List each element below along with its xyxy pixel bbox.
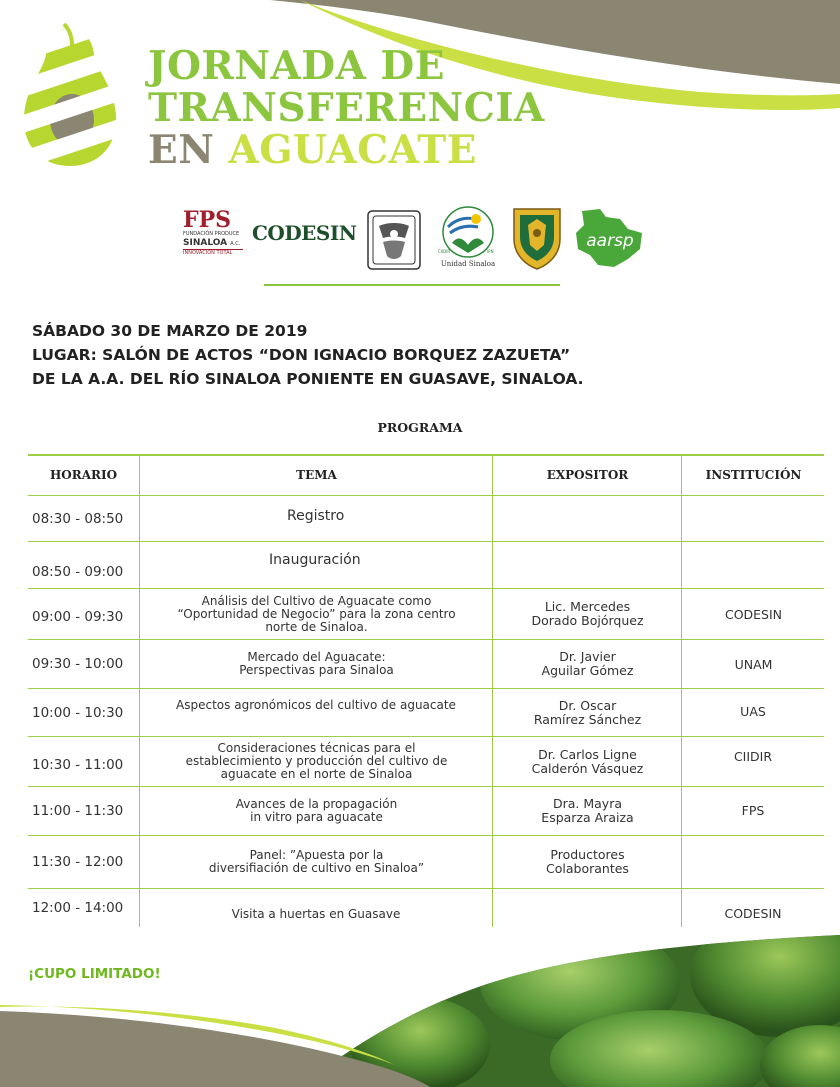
fps-logo-sub1: FUNDACIÓN PRODUCE	[183, 231, 240, 237]
row-topic-line: Avances de la propagación	[235, 797, 398, 811]
row-topic-line: norte de Sinaloa.	[265, 619, 368, 634]
row-topic	[139, 737, 493, 786]
fps-logo-sub2: SINALOA	[183, 238, 228, 248]
row-topic	[139, 787, 493, 835]
row-speaker-line: Lic. Mercedes	[544, 599, 631, 614]
row-topic-line: Perspectivas para Sinaloa	[239, 663, 394, 677]
row-topic-line: in vitro para aguacate	[250, 810, 383, 824]
table-row	[28, 889, 824, 927]
row-time: 08:50 - 09:00	[32, 564, 124, 580]
fps-logo-sub2-line	[183, 238, 243, 249]
row-topic	[139, 496, 492, 541]
ciidir-ring-right: IPN	[487, 249, 494, 254]
row-institution: CIIDIR	[681, 737, 824, 786]
table-row	[28, 496, 824, 542]
fps-logo-big: FPS	[183, 207, 232, 233]
row-topic-line: establecimiento y producción del cultivo de	[185, 754, 448, 768]
row-topic-line: diversifiación de cultivo en Sinaloa”	[208, 861, 425, 875]
ciidir-logo	[438, 205, 498, 275]
row-topic-line: aguacate en el norte de Sinaloa	[220, 767, 413, 781]
row-topic	[139, 640, 493, 688]
row-institution	[681, 496, 825, 541]
row-topic-line: Aspectos agronómicos del cultivo de aguacate	[176, 698, 456, 712]
row-speaker	[492, 496, 682, 541]
row-speaker	[492, 737, 682, 786]
aarsp-logo	[572, 205, 648, 275]
aarsp-text: aarsp	[586, 231, 634, 251]
row-speaker-line: Dr. Javier	[559, 649, 616, 664]
row-topic-line: Consideraciones técnicas para el	[217, 741, 416, 755]
row-speaker-line: Esparza Araiza	[541, 810, 634, 825]
table-row	[28, 737, 824, 787]
unam-seal-icon	[365, 208, 423, 272]
row-speaker-line: Ramírez Sánchez	[533, 711, 642, 727]
row-speaker	[492, 787, 682, 835]
title-line-2: TRANSFERENCIA	[148, 85, 545, 131]
row-topic-line: “Oportunidad de Negocio” para la zona centro	[177, 606, 456, 621]
row-institution	[681, 836, 825, 888]
table-row	[28, 787, 824, 836]
row-topic	[139, 889, 492, 927]
row-topic-line: Mercado del Aguacate:	[247, 650, 386, 664]
row-institution: UNAM	[681, 640, 825, 688]
row-time: 10:30 - 11:00	[32, 756, 124, 773]
row-speaker-line: Productores	[550, 847, 625, 862]
codesin-logo: CODESIN	[252, 221, 357, 245]
event-date: SÁBADO 30 DE MARZO DE 2019	[32, 322, 308, 340]
row-time: 09:00 - 09:30	[32, 609, 124, 625]
header-horario: HORARIO	[49, 467, 118, 482]
table-row	[28, 836, 824, 889]
ciidir-ring-left: CIIDIR	[438, 249, 451, 254]
row-topic-line: Visita a huertas en Guasave	[231, 907, 401, 921]
row-speaker	[492, 640, 682, 688]
title-en: EN	[148, 127, 215, 173]
table-row	[28, 640, 824, 689]
row-institution: CODESIN	[681, 589, 825, 639]
row-speaker	[492, 542, 682, 588]
row-speaker	[492, 589, 682, 639]
row-topic	[139, 589, 493, 639]
fps-logo-sub3: INNOVACIÓN TOTAL	[183, 249, 243, 257]
event-place-line2: DE LA A.A. DEL RÍO SINALOA PONIENTE EN GUASAVE, SINALOA.	[32, 370, 584, 388]
row-speaker-line: Dr. Oscar	[558, 697, 617, 713]
header-expositor: EXPOSITOR	[492, 454, 682, 495]
row-time: 09:30 - 10:00	[32, 656, 124, 672]
row-speaker	[492, 689, 682, 736]
row-speaker-line: Dr. Carlos Ligne	[538, 746, 637, 762]
fps-logo-sub2-suffix: A.C.	[230, 241, 241, 247]
row-speaker-line: Aguilar Gómez	[541, 663, 634, 678]
row-topic-line: Panel: ”Apuesta por la	[249, 848, 384, 862]
logos-underline	[264, 284, 560, 286]
cupo-limitado: ¡CUPO LIMITADO!	[28, 966, 161, 982]
avocado-logo-icon	[18, 20, 122, 170]
row-topic-line: Análisis del Cultivo de Aguacate como	[201, 593, 432, 608]
uas-crest-icon	[510, 205, 564, 271]
row-topic	[139, 542, 492, 588]
title-line-1: JORNADA DE	[148, 43, 445, 89]
title-line-3	[148, 127, 478, 173]
row-institution: FPS	[681, 787, 824, 835]
row-time: 08:30 - 08:50	[32, 510, 124, 527]
row-speaker-line: Colaborantes	[546, 861, 629, 876]
header-institucion: INSTITUCIÓN	[681, 454, 825, 495]
row-topic	[139, 836, 493, 888]
row-speaker	[492, 836, 682, 888]
table-row	[28, 689, 824, 737]
row-speaker-line: Dorado Bojórquez	[531, 613, 644, 628]
ciidir-caption: Unidad Sinaloa	[440, 260, 496, 268]
row-institution: UAS	[681, 689, 824, 736]
row-speaker	[492, 889, 682, 927]
row-speaker-line: Dra. Mayra	[552, 796, 622, 811]
row-topic	[139, 689, 492, 736]
table-row	[28, 589, 824, 640]
event-place-line1: LUGAR: SALÓN DE ACTOS “DON IGNACIO BORQUEZ ZAZUETA”	[32, 346, 571, 364]
row-speaker-line: Calderón Vásquez	[531, 760, 644, 776]
sponsor-logos	[180, 205, 650, 275]
row-time: 10:00 - 10:30	[32, 704, 124, 721]
header-tema: TEMA	[139, 454, 493, 495]
row-topic-line: Registro	[287, 508, 345, 524]
title-aguacate: AGUACATE	[228, 127, 478, 173]
row-institution: CODESIN	[681, 889, 824, 927]
row-time: 11:30 - 12:00	[32, 854, 124, 870]
avocado-photo-icon	[0, 935, 840, 1087]
fps-logo	[183, 209, 243, 257]
programa-heading: PROGRAMA	[377, 420, 463, 435]
table-header-row	[28, 454, 824, 496]
row-topic-line: Inauguración	[269, 552, 361, 568]
table-row	[28, 542, 824, 589]
row-institution	[681, 542, 825, 588]
row-time: 12:00 - 14:00	[32, 900, 124, 916]
row-time: 11:00 - 11:30	[32, 803, 124, 819]
